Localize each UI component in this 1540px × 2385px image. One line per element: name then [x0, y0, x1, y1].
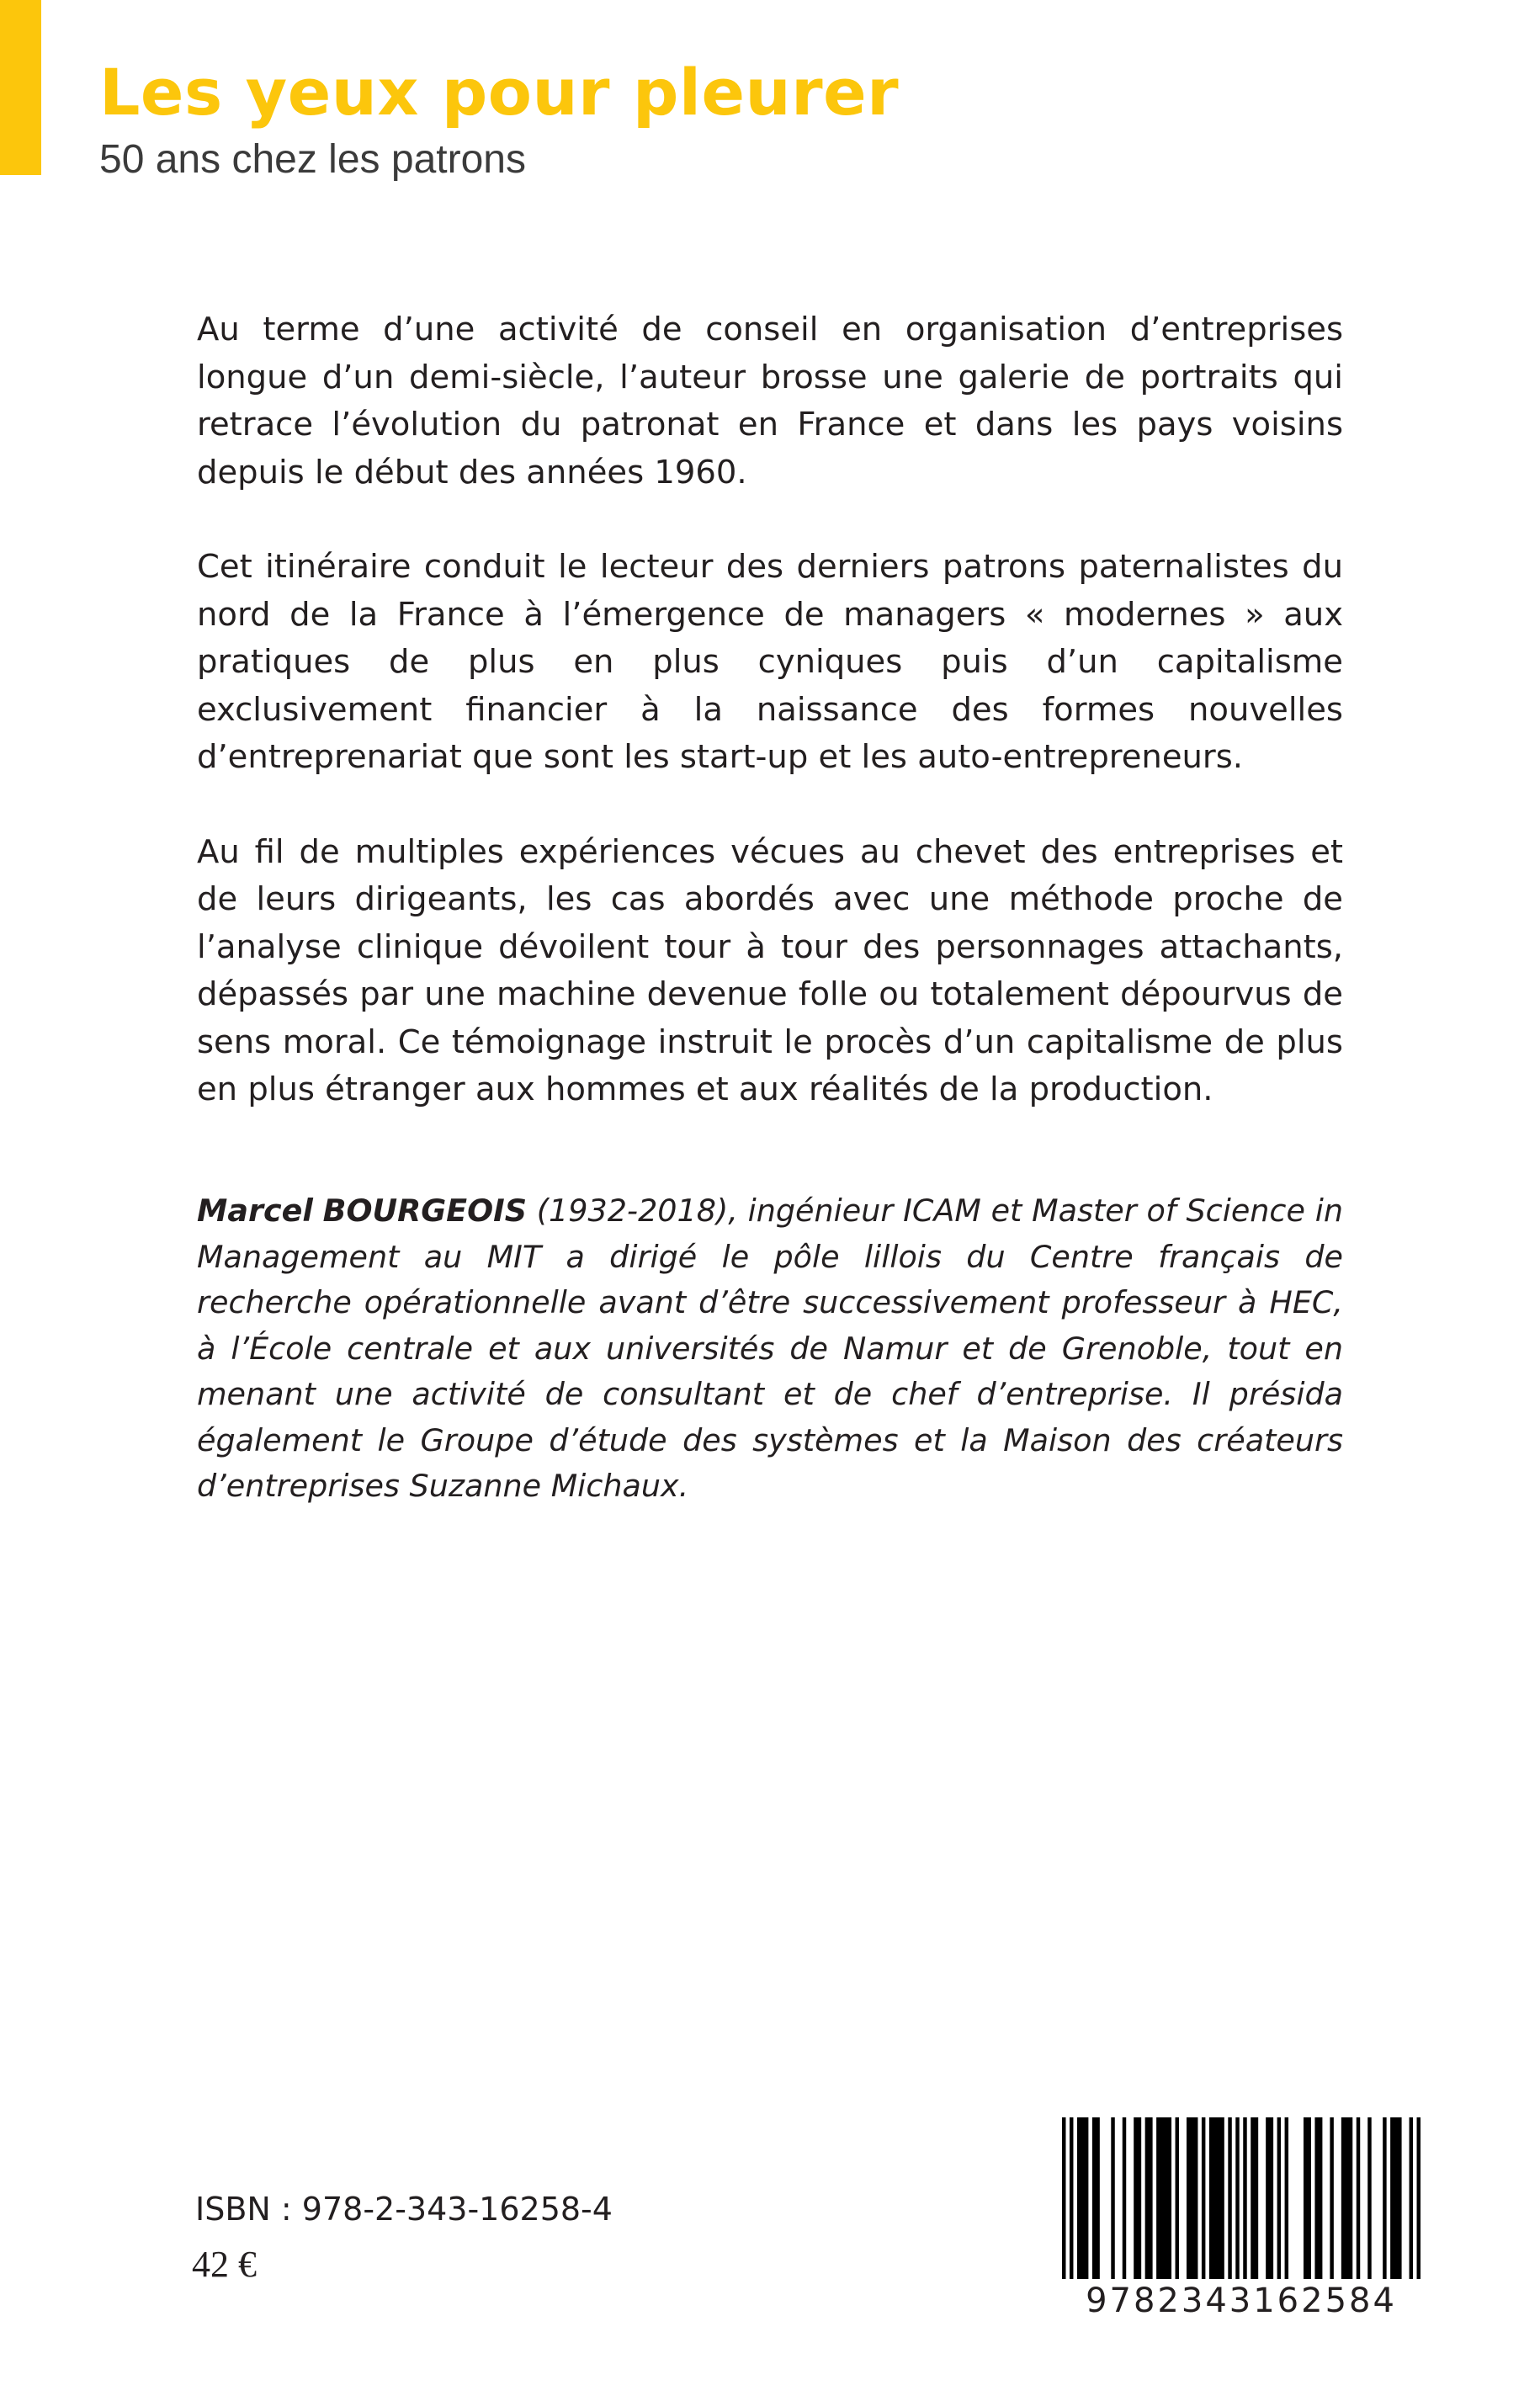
- barcode-bar: [1304, 2117, 1311, 2279]
- barcode-number: 9782343162584: [1086, 2281, 1397, 2320]
- barcode-bar: [1176, 2117, 1179, 2279]
- barcode-bar: [1235, 2117, 1239, 2279]
- author-bio: [197, 1188, 1343, 1510]
- barcode-bar: [1341, 2117, 1352, 2279]
- author-bio-text: (1932-2018), ingénieur ICAM et Master of Science in Management au MIT a dirigé le pôle lillois du Centre français de recherche opérationnelle avant d’être successivement professeur à HEC, à l’École centrale et aux universités de Namur et de Grenoble, tout en menant une activité de consultant et de chef d’entreprise. Il présida également le Groupe d’étude des systèmes et la Maison des créateurs d’entreprises Suzanne Michaux.: [197, 1192, 1343, 1504]
- barcode-bar: [1062, 2117, 1065, 2279]
- barcode-bars: [1062, 2117, 1421, 2279]
- blurb-paragraph-1: Au terme d’une activité de conseil en organisation d’entreprises longue d’un demi-siècle, l’auteur brosse une galerie de portraits qui retrace l’évolution du patronat en France et dans les pays voisins depuis le début des années 1960.: [197, 311, 1343, 491]
- barcode-bar: [1285, 2117, 1288, 2279]
- blurb-paragraph-2: Cet itinéraire conduit le lecteur des derniers patrons paternalistes du nord de la France à l’émergence de managers « modernes » aux pratiques de plus en plus cyniques puis d’un capitalisme exclusivement financier à la naissance des formes nouvelles d’entreprenariat que sont les start-up et les auto-entrepreneurs.: [197, 548, 1343, 776]
- barcode-bar: [1277, 2117, 1281, 2279]
- author-first-name: Marcel: [197, 1192, 313, 1229]
- barcode-bar: [1266, 2117, 1273, 2279]
- barcode-bar: [1187, 2117, 1197, 2279]
- barcode-bar: [1417, 2117, 1421, 2279]
- author-last-name: BOURGEOIS: [322, 1192, 528, 1229]
- barcode-bar: [1111, 2117, 1114, 2279]
- barcode-bar: [1092, 2117, 1100, 2279]
- barcode-bar: [1209, 2117, 1224, 2279]
- book-title: Les yeux pour pleurer: [99, 55, 900, 130]
- barcode: [1062, 2117, 1421, 2279]
- barcode-bar: [1123, 2117, 1126, 2279]
- blurb-paragraph-3: Au fil de multiples expériences vécues au chevet des entreprises et de leurs dirigeants, les cas abordés avec une méthode proche de l’analyse clinique dévoilent tour à tour des personnages attachants, dépassés par une machine devenue folle ou totalement dépourvus de sens moral. Ce témoignage instruit le procès d’un capitalisme de plus en plus étranger aux hommes et aux réalités de la production.: [197, 832, 1343, 1108]
- book-subtitle: 50 ans chez les patrons: [99, 137, 526, 182]
- barcode-bar: [1134, 2117, 1141, 2279]
- accent-bar: [0, 0, 41, 175]
- barcode-bar: [1367, 2117, 1371, 2279]
- barcode-bar: [1330, 2117, 1333, 2279]
- barcode-bar: [1070, 2117, 1073, 2279]
- barcode-bar: [1145, 2117, 1153, 2279]
- barcode-bar: [1156, 2117, 1171, 2279]
- barcode-bar: [1228, 2117, 1231, 2279]
- price: 42 €: [192, 2244, 257, 2285]
- barcode-bar: [1383, 2117, 1386, 2279]
- barcode-bar: [1390, 2117, 1401, 2279]
- barcode-bar: [1410, 2117, 1413, 2279]
- isbn: ISBN : 978-2-343-16258-4: [195, 2191, 613, 2228]
- barcode-bar: [1202, 2117, 1205, 2279]
- barcode-bar: [1314, 2117, 1322, 2279]
- barcode-bar: [1357, 2117, 1360, 2279]
- barcode-bar: [1243, 2117, 1246, 2279]
- barcode-bar: [1077, 2117, 1088, 2279]
- barcode-bar: [1251, 2117, 1258, 2279]
- back-cover-blurb: [197, 306, 1343, 1161]
